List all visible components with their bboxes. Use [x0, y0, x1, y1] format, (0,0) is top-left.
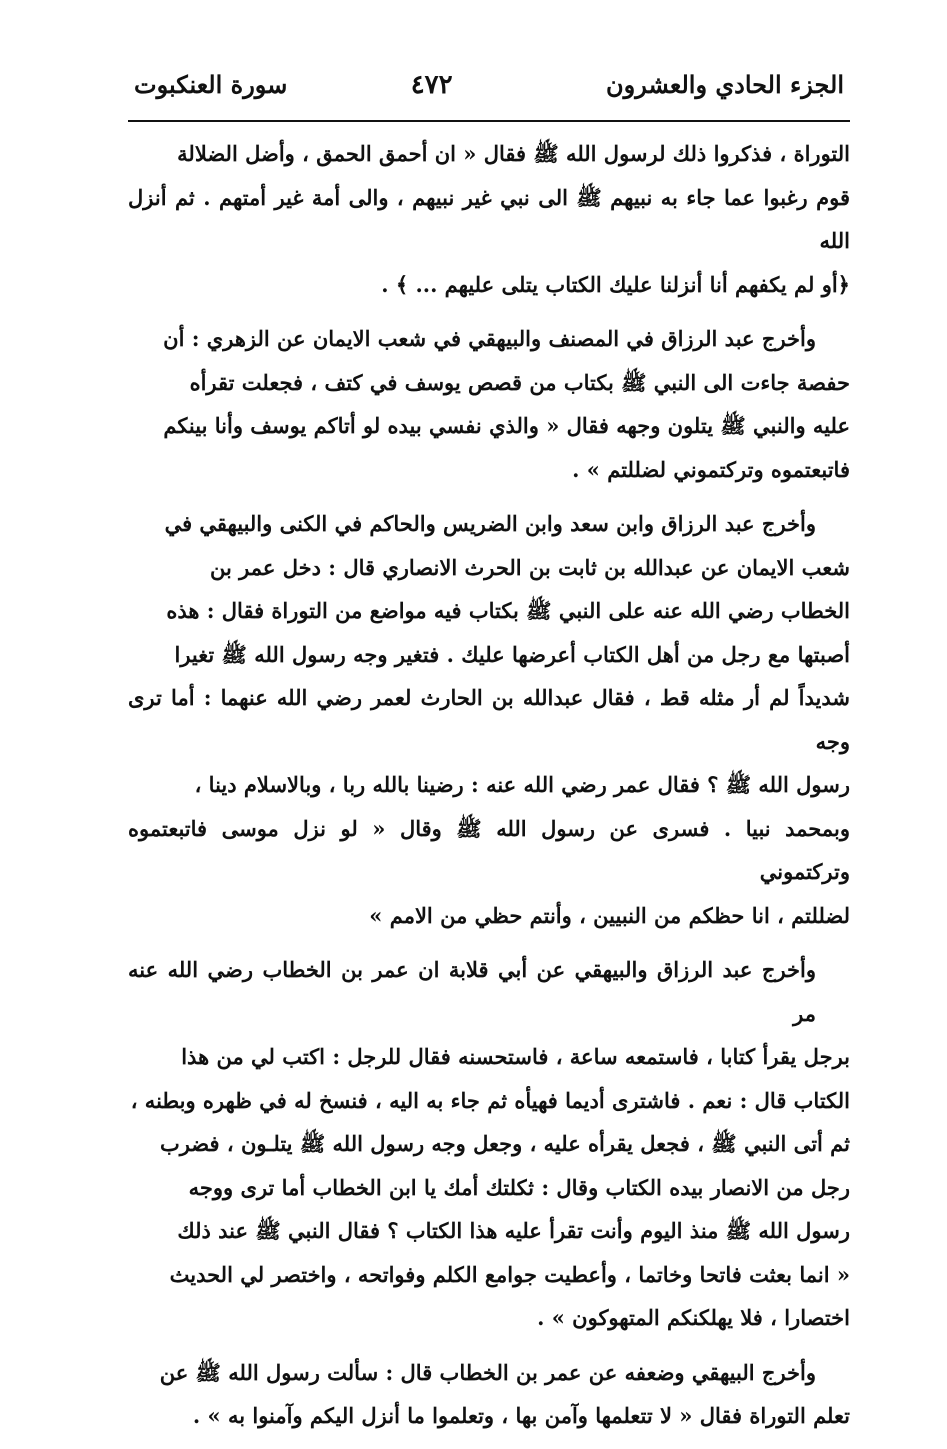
page-body [128, 132, 850, 1438]
text-line: لضللتم ، انا حظكم من النبيين ، وأنتم حظي من الامم » [369, 902, 850, 928]
running-header [128, 70, 850, 114]
text-line: التوراة ، فذكروا ذلك لرسول الله ﷺ فقال « ان أحمق الحمق ، وأضل الضلالة [177, 141, 850, 166]
text-line: شديداً لم أر مثله قط ، فقال عبدالله بن الحارث لعمر رضي الله عنهما : أما ترى وجه [128, 685, 850, 754]
book-page [128, 70, 850, 1449]
text-line: الكتاب قال : نعم . فاشترى أديما فهيأه ثم جاء به اليه ، فنسخ له في ظهره وبطنه ، [130, 1087, 850, 1113]
text-line: أصبتها مع رجل من أهل الكتاب أعرضها عليك . فتغير وجه رسول الله ﷺ تغيرا [174, 641, 850, 667]
text-line: فاتبعتموه وتركتموني لضللتم » . [572, 456, 850, 482]
text-line: ﴿أو لم يكفهم أنا أنزلنا عليك الكتاب يتلى عليهم ... ﴾ . [381, 271, 850, 297]
surah-title: سورة العنكبوت [134, 70, 288, 99]
text-line: عليه والنبي ﷺ يتلون وجهه فقال « والذي نفسي بيده لو أتاكم يوسف وأنا بينكم [163, 413, 850, 438]
text-line: وأخرج عبد الرزاق وابن سعد وابن الضريس والحاكم في الكنى والبيهقي في [164, 511, 816, 536]
text-line: وأخرج عبد الرزاق والبيهقي عن أبي قلابة ان عمر بن الخطاب رضي الله عنه مر [128, 957, 816, 1026]
text-line: الخطاب رضي الله عنه على النبي ﷺ بكتاب فيه مواضع من التوراة فقال : هذه [166, 598, 850, 623]
paragraph [128, 1351, 850, 1438]
text-line: وبمحمد نبيا . فسرى عن رسول الله ﷺ وقال « لو نزل موسى فاتبعتموه وتركتموني [128, 815, 850, 884]
page-number: ٤٧٢ [410, 70, 453, 100]
part-title: الجزء الحادي والعشرون [606, 70, 844, 99]
text-line: شعب الايمان عن عبدالله بن ثابت بن الحرث الانصاري قال : دخل عمر بن [210, 554, 850, 580]
paragraph [128, 502, 850, 937]
text-line: وأخرج عبد الرزاق في المصنف والبيهقي في شعب الايمان عن الزهري : أن [163, 326, 816, 351]
text-line: برجل يقرأ كتابا ، فاستمعه ساعة ، فاستحسنه فقال للرجل : اكتب لي من هذا [181, 1044, 850, 1069]
text-line: ثم أتى النبي ﷺ ، فجعل يقرأه عليه ، وجعل وجه رسول الله ﷺ يتلـون ، فضرب [159, 1131, 850, 1156]
text-line: وأخرج البيهقي وضعفه عن عمر بن الخطاب قال : سألت رسول الله ﷺ عن [159, 1359, 816, 1385]
text-line: حفصة جاءت الى النبي ﷺ بكتاب من قصص يوسف في كتف ، فجعلت تقرأه [189, 369, 850, 395]
paragraph [128, 132, 850, 306]
text-line: رسول الله ﷺ ؟ فقال عمر رضي الله عنه : رضينا بالله ربا ، وبالاسلام دينا ، [194, 772, 850, 797]
header-divider [128, 120, 850, 122]
text-line: « انما بعثت فاتحا وخاتما ، وأعطيت جوامع الكلم وفواتحه ، واختصر لي الحديث [169, 1261, 850, 1287]
text-line: قوم رغبوا عما جاء به نبيهم ﷺ الى نبي غير نبيهم ، والى أمة غير أمتهم . ثم أنزل الله [128, 184, 850, 253]
text-line: رجل من الانصار بيده الكتاب وقال : ثكلتك أمك يا ابن الخطاب أما ترى ووجه [188, 1174, 850, 1200]
text-line: اختصارا ، فلا يهلكنكم المتهوكون » . [537, 1305, 850, 1330]
text-line: رسول الله ﷺ منذ اليوم وأنت تقرأ عليه هذا الكتاب ؟ فقال النبي ﷺ عند ذلك [177, 1218, 850, 1243]
text-line: تعلم التوراة فقال « لا تتعلمها وآمن بها ، وتعلموا ما أنزل اليكم وآمنوا به » . [192, 1403, 850, 1428]
paragraph [128, 317, 850, 491]
paragraph [128, 948, 850, 1340]
